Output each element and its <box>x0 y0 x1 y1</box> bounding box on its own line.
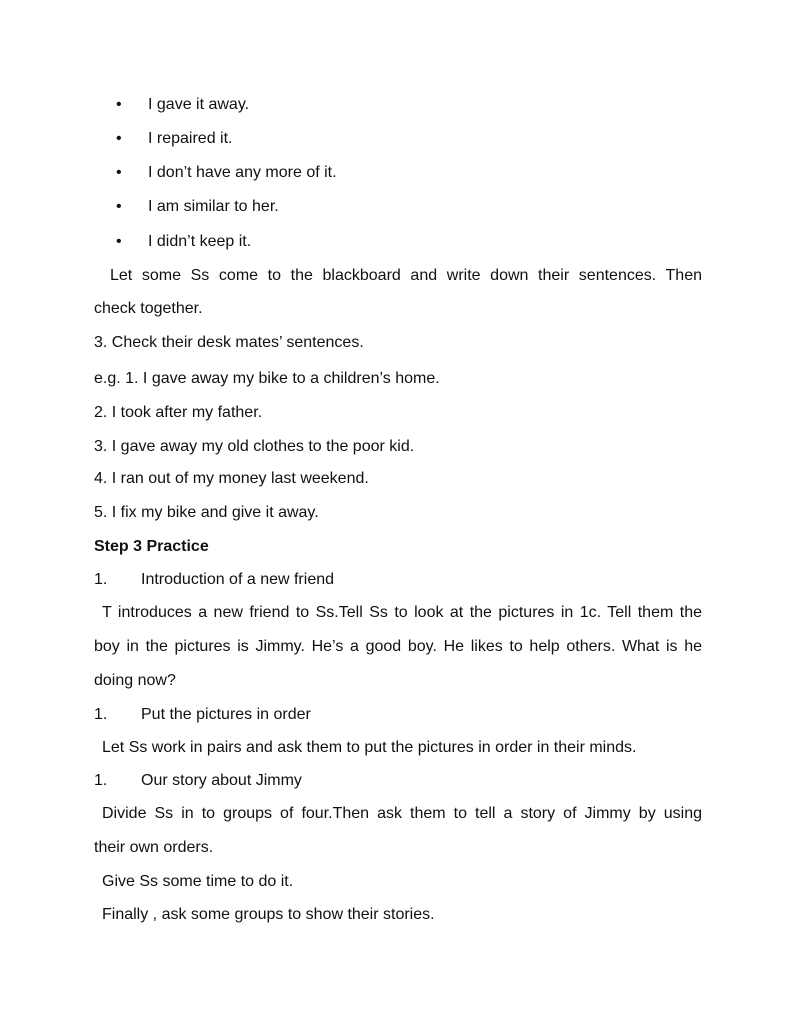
section-heading: 3. Check their desk mates’ sentences. <box>94 334 364 351</box>
item-number: 1. <box>94 706 108 723</box>
item-text-line: Divide Ss in to groups of four.Then ask them to tell a story of Jimmy by using <box>102 805 702 822</box>
step-heading: Step 3 Practice <box>94 538 209 555</box>
bullet-text: I am similar to her. <box>148 198 279 215</box>
bullet-symbol: • <box>116 130 122 147</box>
bullet-item <box>116 129 724 149</box>
item-title: Put the pictures in order <box>141 706 311 723</box>
bullet-symbol: • <box>116 198 122 215</box>
item-text-line: doing now? <box>94 672 176 689</box>
paragraph-line: check together. <box>94 300 203 317</box>
item-text-line: boy in the pictures is Jimmy. He’s a good boy. He likes to help others. What is he <box>94 638 702 655</box>
bullet-item <box>116 232 724 252</box>
bullet-symbol: • <box>116 96 122 113</box>
bullet-text: I gave it away. <box>148 96 250 113</box>
numbered-item-title <box>94 705 702 725</box>
example-line: e.g. 1. I gave away my bike to a children’s home. <box>94 370 440 387</box>
item-text-line: Finally , ask some groups to show their stories. <box>102 906 435 923</box>
item-text-line: T introduces a new friend to Ss.Tell Ss to look at the pictures in 1c. Tell them the <box>102 604 702 621</box>
bullet-item <box>116 197 724 217</box>
paragraph-line: Let some Ss come to the blackboard and write down their sentences. Then <box>110 267 702 284</box>
bullet-text: I repaired it. <box>148 130 233 147</box>
bullet-symbol: • <box>116 233 122 250</box>
numbered-item-title <box>94 570 702 590</box>
item-text-line: their own orders. <box>94 839 214 856</box>
bullet-text: I didn’t keep it. <box>148 233 252 250</box>
example-line: 3. I gave away my old clothes to the poor kid. <box>94 438 415 455</box>
item-number: 1. <box>94 772 108 789</box>
example-line: 4. I ran out of my money last weekend. <box>94 470 369 487</box>
item-number: 1. <box>94 571 108 588</box>
bullet-item <box>116 163 724 183</box>
example-line: 5. I fix my bike and give it away. <box>94 504 319 521</box>
example-line: 2. I took after my father. <box>94 404 263 421</box>
numbered-item-title <box>94 771 702 791</box>
bullet-item <box>116 95 724 115</box>
item-title: Introduction of a new friend <box>141 571 335 588</box>
bullet-symbol: • <box>116 164 122 181</box>
bullet-text: I don’t have any more of it. <box>148 164 337 181</box>
item-title: Our story about Jimmy <box>141 772 302 789</box>
item-text-line: Give Ss some time to do it. <box>102 873 294 890</box>
item-text-line: Let Ss work in pairs and ask them to put the pictures in order in their minds. <box>102 739 637 756</box>
